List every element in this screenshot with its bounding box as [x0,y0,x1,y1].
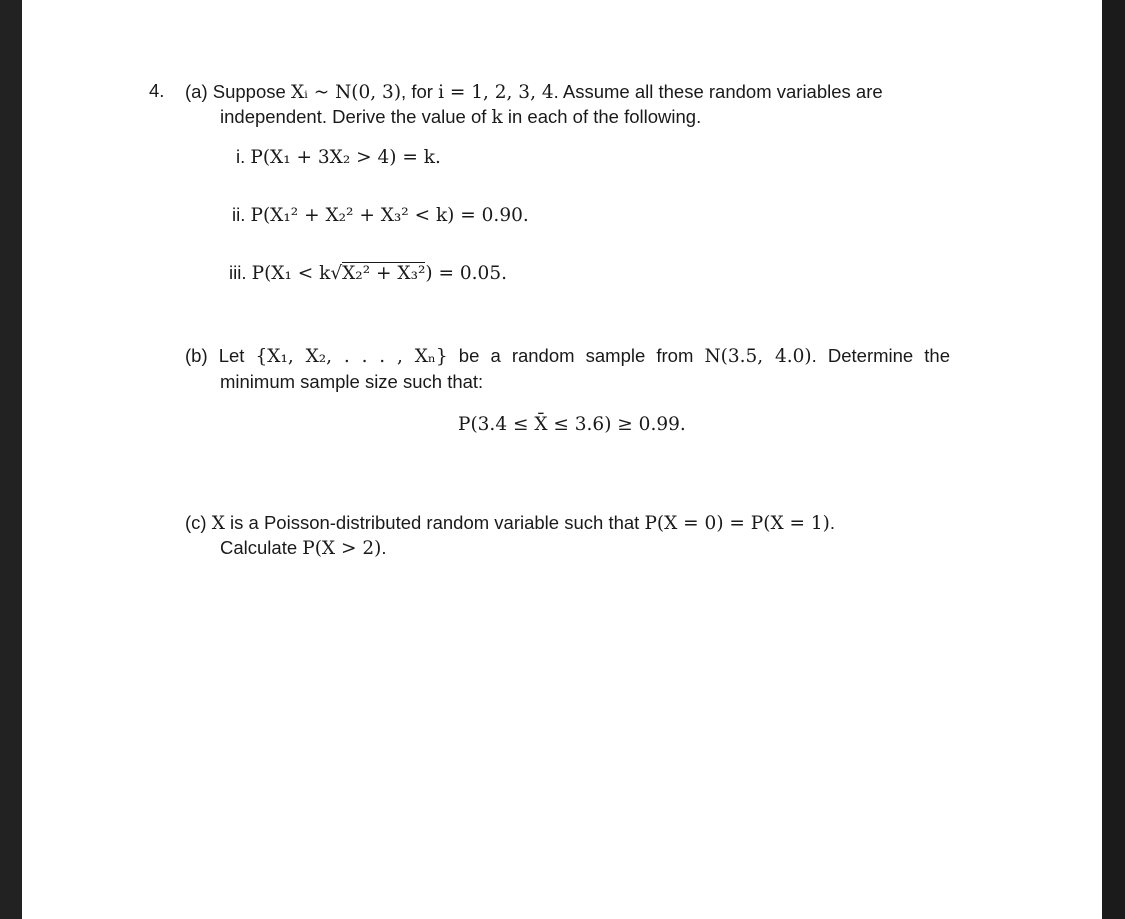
part-c-line1: (c) X is a Poisson-distributed random variable such that P(X = 0) = P(X = 1). [185,512,836,534]
sqrt-radicand: X₂² + X₃² [342,263,426,284]
question-number: 4. [149,80,165,101]
part-a-item-i [236,145,441,170]
population-distribution-expr: N(3.5, 4.0) [704,346,812,367]
part-a-label: (a) [185,81,208,102]
target-probability-expr: P(X > 2) [302,538,382,559]
poisson-condition-expr: P(X = 0) = P(X = 1) [644,513,830,534]
item-expr-post: ) = 0.05. [425,263,507,284]
part-c-line2: Calculate P(X > 2). [220,537,387,559]
scrollbar-track[interactable] [1102,0,1125,919]
part-a-intro-line1: (a) Suppose Xᵢ ~ N(0, 3), for i = 1, 2, 3, 4. Assume all these random variables are [185,81,883,103]
distribution-expr: Xᵢ ~ N(0, 3) [290,82,402,103]
left-edge-bar [0,0,22,919]
part-b-line2: minimum sample size such that: [220,371,484,392]
part-a-item-iii [229,261,507,286]
part-a-item-ii [232,203,529,228]
item-label: iii. [229,262,247,283]
item-expr: P(X₁² + X₂² + X₃² < k) = 0.90. [250,205,529,226]
sample-set-expr: {X₁, X₂, . . . , Xₙ} [255,346,448,367]
item-expr: P(X₁ + 3X₂ > 4) = k. [250,147,441,168]
item-label: i. [236,146,246,167]
item-label: ii. [232,204,246,225]
index-range-expr: i = 1, 2, 3, 4 [438,82,554,103]
part-b-display-expr: P(3.4 ≤ X̄ ≤ 3.6) ≥ 0.99. [458,414,686,435]
part-a-intro-line2: independent. Derive the value of k in each of the following. [220,106,702,128]
item-expr-pre: P(X₁ < k√ [251,263,343,284]
part-b-line1: (b) Let {X₁, X₂, . . . , Xₙ} be a random sample from N(3.5, 4.0). Determine the [185,345,951,367]
part-b-label: (b) [185,345,208,366]
document-page [22,0,1102,919]
part-c-label: (c) [185,512,207,533]
